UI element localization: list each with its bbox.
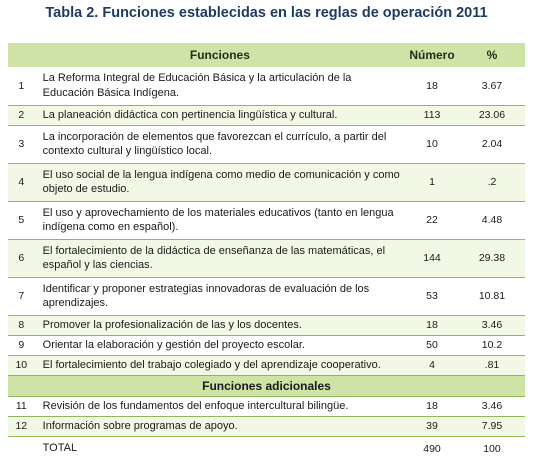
subheader-label: Funciones adicionales (8, 375, 525, 396)
header-numero: Número (405, 43, 459, 67)
row-percent: .81 (459, 355, 525, 375)
table-row (8, 355, 525, 375)
row-function: Orientar la elaboración y gestión del proyecto escolar. (35, 335, 405, 355)
row-percent: 23.06 (459, 105, 525, 125)
row-function: La incorporación de elementos que favorezcan el currículo, a partir del contexto cultural y lingüístico local. (35, 125, 405, 163)
row-index: 9 (8, 335, 35, 355)
row-function: La planeación didáctica con pertinencia lingüística y cultural. (35, 105, 405, 125)
row-index: 8 (8, 315, 35, 335)
table-row (8, 315, 525, 335)
row-percent: 4.48 (459, 201, 525, 239)
row-number: 10 (405, 125, 459, 163)
header-percent: % (459, 43, 525, 67)
row-percent: 29.38 (459, 239, 525, 277)
row-number: 53 (405, 277, 459, 315)
row-number: 50 (405, 335, 459, 355)
row-index: 4 (8, 163, 35, 201)
row-number: 18 (405, 396, 459, 416)
total-number: 490 (423, 442, 441, 455)
row-function: El fortalecimiento del trabajo colegiado y del aprendizaje cooperativo. (35, 355, 405, 375)
table-title: Tabla 2. Funciones establecidas en las reglas de operación 2011 (45, 5, 488, 21)
row-number: 18 (405, 315, 459, 335)
table-row (8, 277, 525, 315)
row-function: Promover la profesionalización de las y los docentes. (35, 315, 405, 335)
row-percent: 3.46 (459, 396, 525, 416)
row-percent: 10.81 (459, 277, 525, 315)
table-header-row (8, 43, 525, 67)
table-row (8, 163, 525, 201)
row-percent: 3.67 (459, 67, 525, 105)
row-percent: 3.46 (459, 315, 525, 335)
table-row (8, 125, 525, 163)
row-percent: 2.04 (459, 125, 525, 163)
table-row (8, 239, 525, 277)
row-index: 5 (8, 201, 35, 239)
row-function: El uso social de la lengua indígena como medio de comunicación y como objeto de estudio. (35, 163, 405, 201)
row-function: El uso y aprovechamiento de los materiales educativos (tanto en lengua indígena como en español). (35, 201, 405, 239)
row-number: 144 (405, 239, 459, 277)
table-row (8, 67, 525, 105)
row-number: 39 (405, 416, 459, 436)
row-index: 11 (8, 396, 35, 416)
row-percent: 7.95 (459, 416, 525, 436)
row-function: La Reforma Integral de Educación Básica y la articulación de la Educación Básica Indígena. (35, 67, 405, 105)
table-row (8, 396, 525, 416)
row-number: 22 (405, 201, 459, 239)
row-index: 1 (8, 67, 35, 105)
table-row (8, 335, 525, 355)
row-percent: .2 (459, 163, 525, 201)
header-funciones: Funciones (35, 43, 405, 67)
row-index: 10 (8, 355, 35, 375)
row-number: 1 (405, 163, 459, 201)
table-row (8, 416, 525, 436)
row-function: Revisión de los fundamentos del enfoque intercultural bilingüe. (35, 396, 405, 416)
row-index: 12 (8, 416, 35, 436)
row-index: 3 (8, 125, 35, 163)
row-index: 2 (8, 105, 35, 125)
row-number: 113 (405, 105, 459, 125)
row-function: El fortalecimiento de la didáctica de enseñanza de las matemáticas, el español y las ciencias. (35, 239, 405, 277)
row-index: 6 (8, 239, 35, 277)
subheader-row (8, 375, 525, 396)
row-function: Identificar y proponer estrategias innovadoras de evaluación de los aprendizajes. (35, 277, 405, 315)
row-number: 4 (405, 355, 459, 375)
table-row (8, 105, 525, 125)
table-row (8, 201, 525, 239)
row-function: Información sobre programas de apoyo. (35, 416, 405, 436)
total-label: TOTAL (42, 442, 78, 455)
row-index: 7 (8, 277, 35, 315)
row-number: 18 (405, 67, 459, 105)
total-percent: 100 (483, 442, 501, 455)
total-row (8, 436, 525, 461)
row-percent: 10.2 (459, 335, 525, 355)
functions-table (8, 43, 525, 461)
